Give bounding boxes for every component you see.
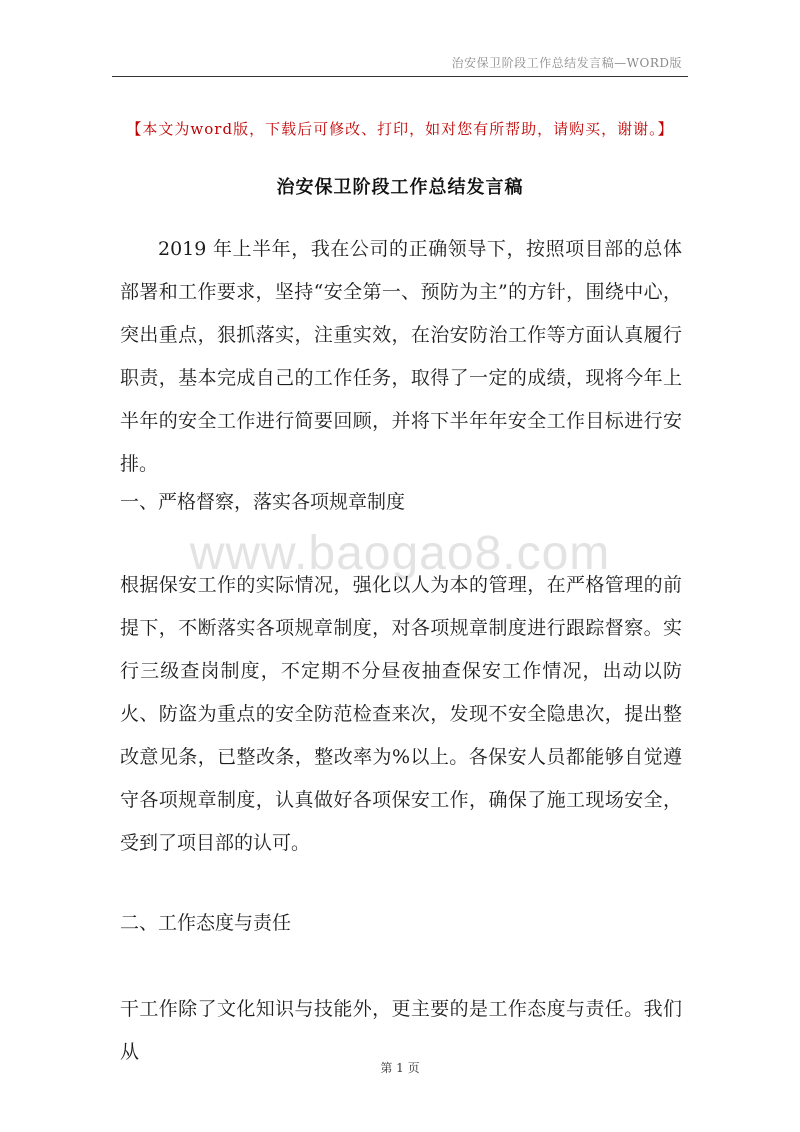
watermark: www.baogao8.com xyxy=(189,527,611,580)
header-divider xyxy=(112,76,688,77)
intro-paragraph: 2019 年上半年，我在公司的正确领导下，按照项目部的总体部署和工作要求，坚持“安全第一、预防为主”的方针，围绕中心，突出重点，狠抓落实，注重实效，在治安防治工作等方面认真履行职责，基本完成自己的工作任务，取得了一定的成绩，现将今年上半年的安全工作进行简要回顾，并将下半年年安全工作目标进行安排。 xyxy=(120,238,682,475)
purchase-notice: 【本文为word版，下载后可修改、打印，如对您有所帮助，请购买，谢谢。】 xyxy=(126,120,674,138)
document-title: 治安保卫阶段工作总结发言稿 xyxy=(276,177,524,198)
running-header: 治安保卫阶段工作总结发言稿—WORD版 xyxy=(451,56,682,70)
page-number: 第 1 页 xyxy=(380,1061,420,1075)
section-heading-1: 一、严格督察，落实各项规章制度 xyxy=(120,491,406,513)
section-2-paragraph: 干工作除了文化知识与技能外，更主要的是工作态度与责任。我们从 xyxy=(120,998,682,1063)
section-1-paragraph: 根据保安工作的实际情况，强化以人为本的管理，在严格管理的前提下，不断落实各项规章制度，对各项规章制度进行跟踪督察。实行三级查岗制度，不定期不分昼夜抽查保安工作情况，出动以防火、防盗为重点的安全防范检查来次，发现不安全隐患次，提出整改意见条，已整改条，整改率为%以上。各保安人员都能够自觉遵守各项规章制度，认真做好各项保安工作，确保了施工现场安全，受到了项目部的认可。 xyxy=(120,574,682,854)
section-heading-2: 二、工作态度与责任 xyxy=(120,912,292,934)
